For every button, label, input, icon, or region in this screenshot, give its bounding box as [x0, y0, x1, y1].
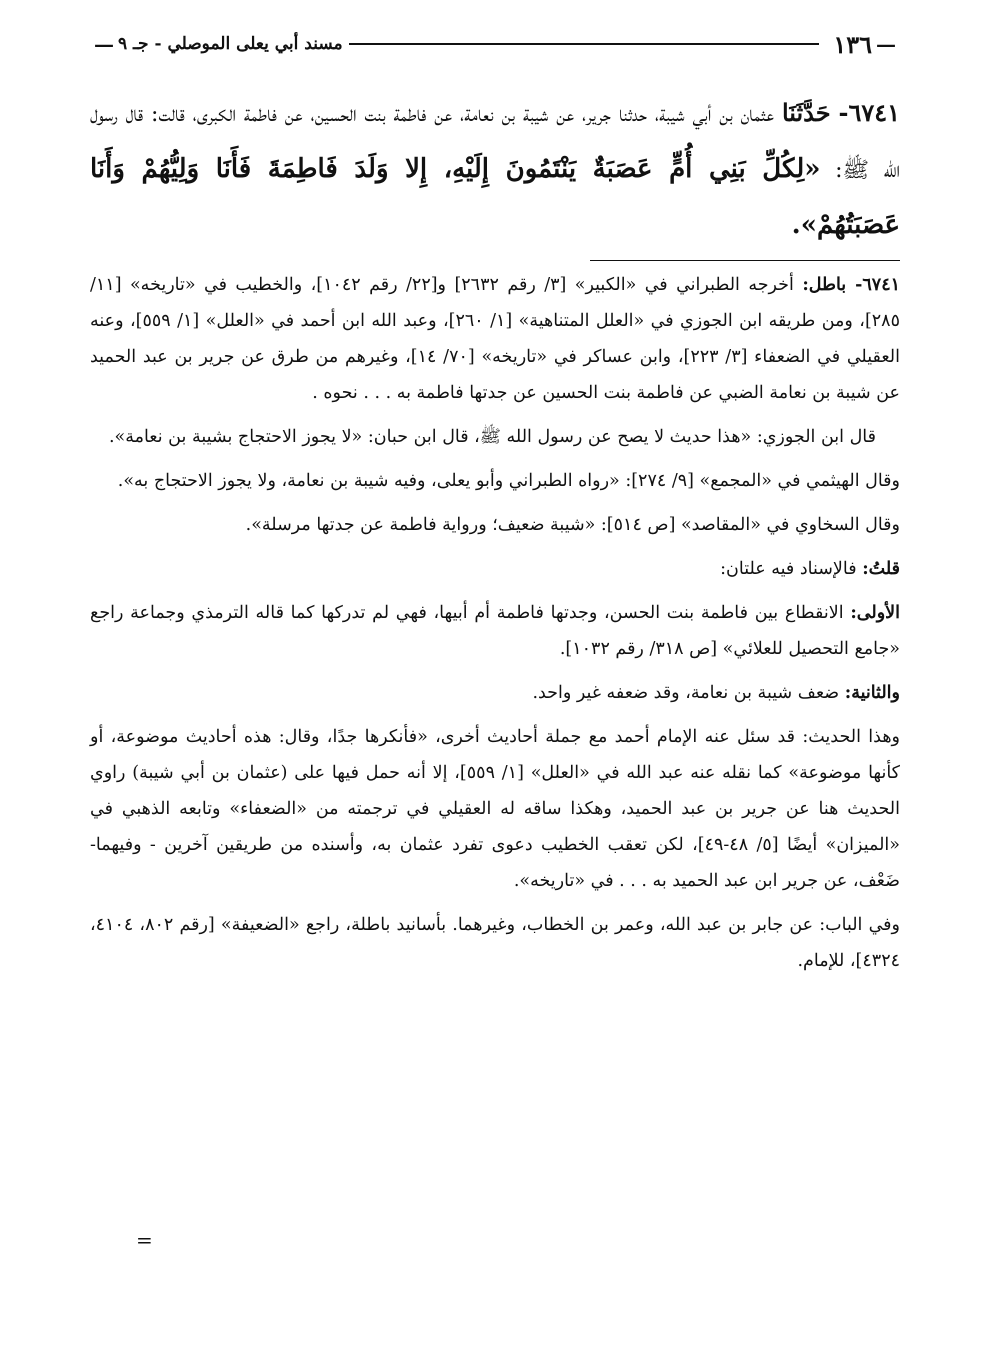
footnote-paragraph	[90, 675, 900, 711]
footnotes	[90, 267, 900, 979]
footnote-paragraph	[90, 719, 900, 899]
footnote-paragraph	[90, 907, 900, 979]
page-header	[90, 28, 900, 60]
hadith-haddathana: حَدَّثَنَا	[781, 98, 831, 127]
book-title: مسند أبي يعلى الموصلي - جـ ٩	[118, 34, 343, 54]
footnote-text: قال ابن الجوزي: «هذا حديث لا يصح عن رسول الله ﷺ، قال ابن حبان: «لا يجوز الاحتجاج بشيبة بن نعامة».	[108, 427, 876, 447]
page-number: ١٣٦	[833, 29, 872, 59]
footnote-paragraph	[90, 463, 900, 499]
footnote-paragraph	[90, 551, 900, 587]
footnote-label: الأولى:	[850, 603, 900, 623]
footnote-label: قلتُ:	[862, 559, 900, 579]
footnote-paragraph	[90, 419, 900, 455]
footnote-text: وهذا الحديث: قد سئل عنه الإمام أحمد مع جملة أحاديث أخرى، «فأنكرها جدًا، وقال: هذه أحاديث موضوعة، أو كأنها موضوعة» كما نقله عنه عبد الله في «العلل» [١/ ٥٥٩]، إلا أنه حمل فيها على (عثمان بن أبي شيبة) راوي الحديث هنا عن جرير بن عبد الحميد، وهكذا ساقه له العقيلي في ترجمته من «الضعفاء» وتابعه الذهبي في «الميزان» أيضًا [٥/ ٤٨-٤٩]، لكن تعقب الخطيب دعوى تفرد عثمان به، وأسنده من طريقين آخرين - وفيهما- ضَعْف، عن جرير ابن عبد الحميد به . . . في «تاريخه».	[90, 727, 901, 891]
header-rule	[349, 43, 820, 45]
page	[90, 28, 900, 987]
header-dash: —	[876, 32, 896, 56]
footnote-text: أخرجه الطبراني في «الكبير» [٣/ رقم ٢٦٣٢] و[٢٢/ رقم ١٠٤٢]، والخطيب في «تاريخه» [١١/ ٢٨٥]، ومن طريقه ابن الجوزي في «العلل المتناهية» [١/ ٢٦٠]، وعبد الله ابن أحمد في «العلل» [١/ ٥٥٩]، وعنه العقيلي في الضعفاء [٣/ ٢٢٣]، وابن عساكر في «تاريخه» [٧٠/ ١٤]، وغيرهم من طرق عن جرير بن عبد الحميد عن شيبة بن نعامة الضبي عن فاطمة بنت الحسين عن جدتها فاطمة به . . . نحوه .	[90, 275, 900, 403]
footnote-paragraph	[90, 267, 900, 411]
header-trail-dash: —	[94, 32, 114, 56]
footnote-text: وفي الباب: عن جابر بن عبد الله، وعمر بن الخطاب، وغيرهما. بأسانيد باطلة، راجع «الضعيفة» [رقم ٨٠٢، ٤١٠٤، ٤٣٢٤]، للإمام.	[90, 915, 900, 971]
footnote-text: وقال السخاوي في «المقاصد» [ص ٥١٤]: «شيبة ضعيف؛ ورواية فاطمة عن جدتها مرسلة».	[245, 515, 900, 535]
footnote-label: والثانية:	[844, 683, 900, 703]
footnote-text: فالإسناد فيه علتان:	[720, 559, 857, 579]
footnote-text: ضعف شيبة بن نعامة، وقد ضعفه غير واحد.	[532, 683, 840, 703]
footnote-paragraph	[90, 595, 900, 667]
hadith-matn: «لِكُلِّ بَنِي أُمٍّ عَصَبَةٌ يَنْتَمُونَ إِلَيْهِ، إِلا وَلَدَ فَاطِمَةَ فَأَنَا وَلِيُّهُمْ وَأَنَا عَصَبَتُهُمْ».	[90, 154, 900, 240]
footnote-separator	[590, 260, 900, 261]
footnote-text: الانقطاع بين فاطمة بنت الحسن، وجدتها فاطمة أم أبيها، فهي لم تدركها كما قاله الترمذي وجماعة راجع «جامع التحصيل للعلائي» [ص ٣١٨/ رقم ١٠٣٢].	[90, 603, 900, 659]
hadith-text	[90, 86, 900, 254]
footnote-paragraph	[90, 507, 900, 543]
hadith-isnad: عثمان بن أبي شيبة، حدثنا جرير، عن شيبة بن نعامة، عن فاطمة بنت الحسين، عن فاطمة الكبرى، قالت: قال رسول الله ﷺ:	[90, 102, 901, 183]
continuation-mark: =	[136, 1228, 153, 1252]
footnote-label: ٦٧٤١- باطل:	[802, 275, 900, 295]
footnote-text: وقال الهيثمي في «المجمع» [٩/ ٢٧٤]: «رواه الطبراني وأبو يعلى، وفيه شيبة بن نعامة، ولا يجوز الاحتجاج به».	[117, 471, 900, 491]
hadith-number: ٦٧٤١-	[838, 98, 900, 127]
